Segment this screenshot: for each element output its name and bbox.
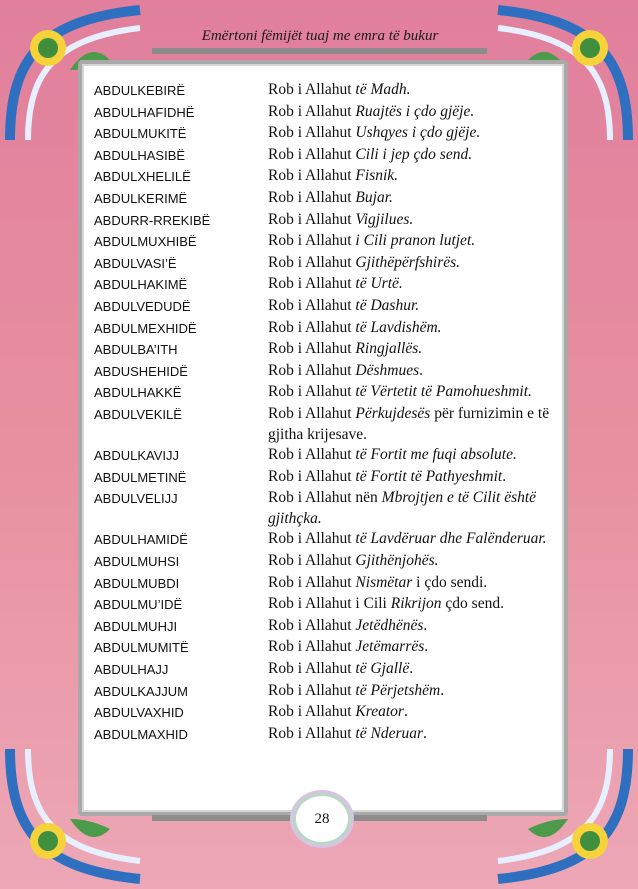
name-row — [94, 296, 574, 318]
name-row — [94, 488, 574, 529]
name-label: ABDULMUXHIBË — [94, 234, 197, 250]
name-label: ABDULMETINË — [94, 469, 187, 485]
name-meaning: Rob i Allahut Ruajtës i çdo gjëje. — [268, 102, 475, 120]
name-label: ABDULKERIMË — [94, 190, 188, 206]
name-label: ABDULVAXHID — [94, 705, 184, 721]
name-meaning: Rob i Allahut të Fortit me fuqi absolute. — [268, 446, 517, 464]
name-row — [94, 80, 574, 102]
name-row — [94, 659, 574, 681]
name-row — [94, 404, 574, 445]
name-label: ABDULHAKKË — [94, 385, 182, 401]
page-header-title: Emërtoni fëmijët tuaj me emra të bukur — [201, 28, 439, 44]
name-meaning: Rob i Allahut Bujar. — [268, 188, 393, 206]
name-meaning: Rob i Allahut Ringjallës. — [268, 340, 423, 358]
name-row — [94, 724, 574, 746]
name-meaning: Rob i Allahut i Cili pranon lutjet. — [268, 232, 476, 250]
name-label: ABDULHAMIDË — [94, 532, 188, 548]
name-meaning: Rob i Allahut të Vërtetit të Pamohueshmit. — [268, 383, 532, 401]
name-label: ABDULKAJJUM — [94, 683, 188, 699]
name-row — [94, 702, 574, 724]
name-row — [94, 339, 574, 361]
name-meaning: Rob i Allahut të Lavdëruar dhe Falënderuar. — [268, 530, 547, 548]
name-row — [94, 445, 574, 467]
name-row — [94, 616, 574, 638]
name-label: ABDULHAJJ — [94, 662, 169, 678]
name-label: ABDULKAVIJJ — [94, 448, 180, 464]
name-row — [94, 637, 574, 659]
name-row — [94, 274, 574, 296]
name-label: ABDULVASI’Ë — [94, 255, 177, 271]
name-row — [94, 573, 574, 595]
name-meaning: Rob i Allahut Dëshmues. — [268, 361, 424, 379]
name-meaning: Rob i Allahut Gjithënjohës. — [268, 552, 439, 570]
name-label: ABDULMUHSI — [94, 554, 180, 570]
name-label: ABDURR-RREKIBË — [94, 212, 211, 228]
names-list — [94, 80, 574, 745]
name-label: ABDULMUHJI — [94, 618, 178, 634]
name-label: ABDULVEDUDË — [94, 298, 191, 314]
name-meaning: Rob i Allahut të Madh. — [268, 81, 411, 98]
name-row — [94, 551, 574, 573]
name-row — [94, 361, 574, 383]
name-label: ABDULMAXHID — [94, 726, 188, 742]
name-label: ABDULMUBDI — [94, 575, 180, 591]
name-row — [94, 681, 574, 703]
name-meaning: Rob i Allahut i Cili Rikrijon çdo send. — [268, 595, 504, 613]
name-meaning: Rob i Allahut Përkujdesës për furnizimin e të gjitha krijesave. — [268, 404, 550, 443]
name-meaning: Rob i Allahut të Gjallë. — [268, 660, 414, 678]
name-meaning: Rob i Allahut Cili i jep çdo send. — [268, 145, 473, 163]
name-meaning: Rob i Allahut Fisnik. — [268, 167, 399, 185]
name-meaning: Rob i Allahut të Fortit të Pathyeshmit. — [268, 467, 507, 485]
name-label: ABDULXHELILË — [94, 169, 191, 185]
name-row — [94, 231, 574, 253]
name-row — [94, 253, 574, 275]
name-label: ABDULMEXHIDË — [94, 320, 197, 336]
name-meaning: Rob i Allahut të Lavdishëm. — [268, 318, 442, 336]
name-label: ABDULMUMITË — [94, 640, 189, 656]
page-number: 28 — [314, 810, 330, 827]
name-label: ABDULHASIBË — [94, 147, 186, 163]
name-meaning: Rob i Allahut të Dashur. — [268, 296, 420, 314]
name-row — [94, 102, 574, 124]
name-row — [94, 210, 574, 232]
name-label: ABDUSHEHIDË — [94, 363, 188, 379]
name-label: ABDULMU’IDË — [94, 597, 183, 613]
name-row — [94, 123, 574, 145]
name-row — [94, 529, 574, 551]
name-row — [94, 166, 574, 188]
name-meaning: Rob i Allahut të Përjetshëm. — [268, 681, 445, 699]
name-meaning: Rob i Allahut Vigjilues. — [268, 210, 414, 228]
name-row — [94, 382, 574, 404]
name-row — [94, 188, 574, 210]
name-meaning: Rob i Allahut Jetëdhënës. — [268, 616, 428, 634]
name-row — [94, 467, 574, 489]
name-row — [94, 594, 574, 616]
name-label: ABDULHAKIMË — [94, 277, 188, 293]
name-meaning: Rob i Allahut Kreator. — [268, 703, 408, 721]
name-meaning: Rob i Allahut Nismëtar i çdo sendi. — [268, 573, 488, 591]
name-row — [94, 145, 574, 167]
name-meaning: Rob i Allahut Jetëmarrës. — [268, 638, 429, 656]
name-row — [94, 318, 574, 340]
name-label: ABDULHAFIDHË — [94, 104, 195, 120]
header-rule — [152, 48, 487, 54]
name-label: ABDULVELIJJ — [94, 491, 178, 507]
name-label: ABDULMUKITË — [94, 126, 187, 142]
page-number-badge — [296, 796, 348, 842]
name-label: ABDULKEBIRË — [94, 83, 186, 98]
name-meaning: Rob i Allahut të Nderuar. — [268, 724, 427, 742]
name-meaning: Rob i Allahut Gjithëpërfshirës. — [268, 253, 461, 271]
name-meaning: Rob i Allahut të Urtë. — [268, 275, 403, 293]
name-meaning: Rob i Allahut nën Mbrojtjen e të Cilit është gjithçka. — [268, 489, 537, 527]
name-label: ABDULVEKILË — [94, 406, 182, 422]
name-meaning: Rob i Allahut Ushqyes i çdo gjëje. — [268, 124, 481, 142]
name-label: ABDULBA’ITH — [94, 342, 178, 358]
